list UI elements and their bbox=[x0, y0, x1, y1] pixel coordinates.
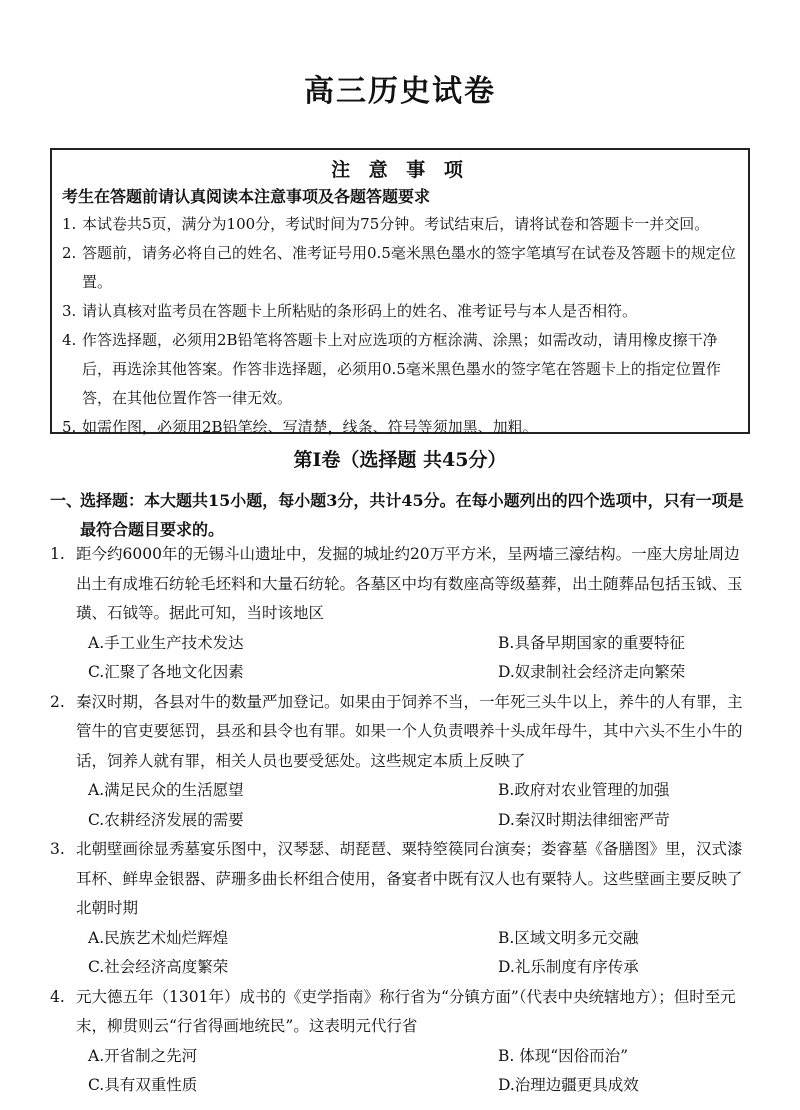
option-b: B.政府对农业管理的加强 bbox=[498, 781, 670, 799]
question-4 bbox=[50, 983, 750, 1101]
notice-item bbox=[62, 413, 738, 442]
option-a: A.手工业生产技术发达 bbox=[88, 633, 244, 652]
option-c: C.社会经济高度繁荣 bbox=[88, 958, 229, 976]
question-stem: 秦汉时期，各县对牛的数量严加登记。如果由于饲养不当，一年死三头牛以上，养牛的人有罪，主管牛的官吏要惩罚，县丞和县令也有罪。如果一个人负责喂养十头成年母牛，其中六头不生小牛的话，饲养人就有罪，相关人员也要受惩处。这些规定本质上反映了 bbox=[76, 692, 743, 770]
notice-item-text: 作答选择题，必须用2B铅笔将答题卡上对应选项的方框涂满、涂黑；如需改动，请用橡皮擦干净后，再选涂其他答案。作答非选择题，必须用0.5毫米黑色墨水的签字笔在答题卡上的指定位置作答，在其他位置作答一律无效。 bbox=[82, 331, 721, 407]
option-grid bbox=[50, 924, 750, 983]
option-d: D.秦汉时期法律细密严苛 bbox=[498, 810, 670, 829]
notice-item-text: 本试卷共5页，满分为100分，考试时间为75分钟。考试结束后，请将试卷和答题卡一并交回。 bbox=[82, 215, 710, 233]
notice-list bbox=[62, 210, 738, 442]
notice-item-number: 2. bbox=[62, 244, 77, 262]
option-c: C.具有双重性质 bbox=[88, 1076, 198, 1094]
part-number: 一、 bbox=[50, 491, 83, 510]
notice-item-number: 1. bbox=[62, 215, 77, 233]
notice-item-number: 4. bbox=[62, 331, 77, 349]
option-b: B.区域文明多元交融 bbox=[498, 928, 639, 947]
part-instructions bbox=[50, 486, 750, 544]
question-stem: 元大德五年（1301年）成书的《吏学指南》称行省为“分镇方面”（代表中央统辖地方）；但时至元末，柳贯则云“行省得画地统民”。这表明元代行省 bbox=[76, 987, 736, 1035]
notice-item-text: 如需作图，必须用2B铅笔绘、写清楚，线条、符号等须加黑、加粗。 bbox=[82, 418, 538, 436]
part-text: 选择题：本大题共15小题，每小题3分，共计45分。在每小题列出的四个选项中，只有一项是最符合题目要求的。 bbox=[80, 491, 744, 539]
option-c: C.汇聚了各地文化因素 bbox=[88, 663, 244, 681]
notice-item bbox=[62, 239, 738, 297]
notice-item bbox=[62, 297, 738, 326]
option-a: A.开省制之先河 bbox=[88, 1046, 198, 1065]
option-b: B.具备早期国家的重要特征 bbox=[498, 633, 685, 652]
notice-subheading: 考生在答题前请认真阅读本注意事项及各题答题要求 bbox=[62, 187, 431, 206]
notice-item bbox=[62, 210, 738, 239]
option-a: A.满足民众的生活愿望 bbox=[88, 781, 244, 799]
notice-box bbox=[50, 148, 750, 434]
question-1 bbox=[50, 540, 750, 688]
option-a: A.民族艺术灿烂辉煌 bbox=[88, 928, 229, 947]
question-3 bbox=[50, 835, 750, 983]
question-list bbox=[50, 540, 750, 1101]
notice-item-number: 5. bbox=[62, 418, 77, 436]
section-heading: 第Ⅰ卷（选择题 共45分） bbox=[293, 449, 507, 471]
option-grid bbox=[50, 1042, 750, 1101]
question-stem: 距今约6000年的无锡斗山遗址中，发掘的城址约20万平方米，呈两墙三濠结构。一座大房址周边出土有成堆石纺轮毛坯料和大量石纺轮。各墓区中均有数座高等级墓葬，出土随葬品包括玉钺、玉璜、石钺等。据此可知，当时该地区 bbox=[76, 545, 743, 622]
notice-item-text: 答题前，请务必将自己的姓名、准考证号用0.5毫米黑色墨水的签字笔填写在试卷及答题卡的规定位置。 bbox=[82, 244, 736, 291]
notice-item bbox=[62, 326, 738, 413]
question-2 bbox=[50, 688, 750, 836]
option-d: D.奴隶制社会经济走向繁荣 bbox=[498, 663, 686, 681]
question-number: 3. bbox=[50, 840, 65, 858]
option-b: B. 体现“因俗而治” bbox=[498, 1046, 629, 1065]
question-stem: 北朝壁画徐显秀墓宴乐图中，汉琴瑟、胡琵琶、粟特箜篌同台演奏；娄睿墓《备膳图》里，汉式漆耳杯、鲜卑金银器、萨珊多曲长杯组合使用，备宴者中既有汉人也有粟特人。这些壁画主要反映了北朝时期 bbox=[76, 840, 743, 917]
page-title: 高三历史试卷 bbox=[304, 74, 496, 109]
option-c: C.农耕经济发展的需要 bbox=[88, 810, 244, 829]
option-d: D.治理边疆更具成效 bbox=[498, 1076, 639, 1094]
question-number: 4. bbox=[50, 987, 65, 1006]
option-grid bbox=[50, 629, 750, 688]
question-number: 2. bbox=[50, 692, 65, 711]
option-grid bbox=[50, 776, 750, 835]
notice-item-number: 3. bbox=[62, 302, 77, 320]
question-number: 1. bbox=[50, 545, 65, 563]
option-d: D.礼乐制度有序传承 bbox=[498, 958, 639, 976]
notice-item-text: 请认真核对监考员在答题卡上所粘贴的条形码上的姓名、准考证号与本人是否相符。 bbox=[82, 302, 638, 320]
notice-heading: 注 意 事 项 bbox=[331, 159, 469, 181]
